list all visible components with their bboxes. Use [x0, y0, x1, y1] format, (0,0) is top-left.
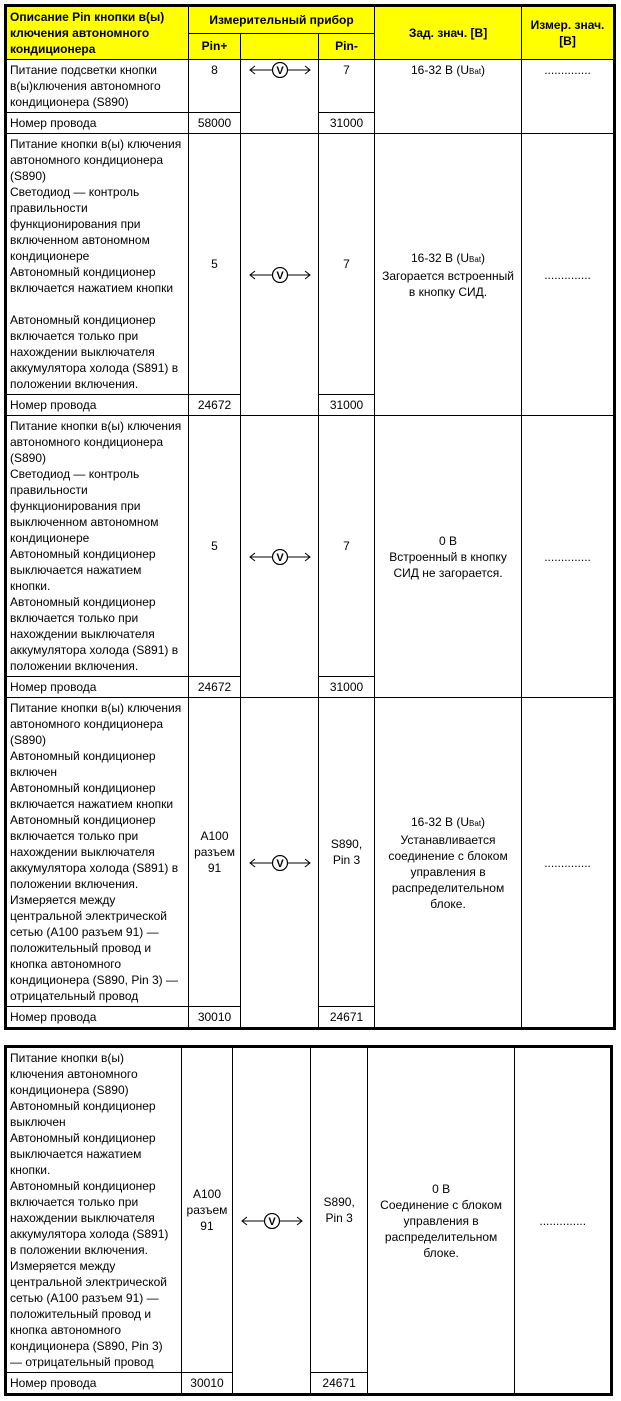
- wire-label: Номер провода: [6, 395, 189, 416]
- wire-minus: 31000: [319, 395, 375, 416]
- wire-plus: 30010: [189, 1007, 241, 1029]
- wire-label: Номер провода: [6, 1373, 182, 1395]
- row-description: Питание кнопки в(ы) ключения автономного кондиционера (S890) Автономный кондиционер выключен Автономный кондиционер выключается нажатием кнопки. Автономный кондиционер включается только при нахождении выключателя аккумулятора холода (S891) в положении включения. Измеряется между центральной электрической сетью (A100 разъем 91) — положительный провод и кнопка автономного кондиционера (S890, Pin 3) — отрицательный провод: [6, 1047, 182, 1373]
- pin-plus-value: 5: [189, 134, 241, 395]
- pin-minus-value: 7: [319, 416, 375, 677]
- pin-plus-value: 5: [189, 416, 241, 677]
- set-value: 16-32 В (UBat) Загорается встроенный в кнопку СИД.: [375, 134, 522, 416]
- header-row: [6, 6, 615, 34]
- header-description: Описание Pin кнопки в(ы) ключения автономного кондиционера: [6, 6, 189, 60]
- measured-value-blank[interactable]: ..............: [522, 416, 615, 698]
- measured-value-blank[interactable]: ..............: [515, 1047, 612, 1395]
- voltmeter-icon: [248, 855, 312, 871]
- meter-cell: [241, 60, 319, 134]
- set-value: 0 В Встроенный в кнопку СИД не загорается.: [375, 416, 522, 698]
- header-measured-value: Измер. знач. [В]: [522, 6, 615, 60]
- voltmeter-icon: [248, 267, 312, 283]
- measured-value-blank[interactable]: ..............: [522, 698, 615, 1029]
- voltmeter-icon: [240, 1213, 304, 1229]
- wire-plus: 24672: [189, 395, 241, 416]
- wire-minus: 24671: [311, 1373, 367, 1395]
- wire-plus: 24672: [189, 677, 241, 698]
- header-instrument: Измерительный прибор: [189, 6, 375, 34]
- wire-plus: 30010: [181, 1373, 232, 1395]
- meter-cell: [233, 1047, 311, 1395]
- row-description: Питание кнопки в(ы) ключения автономного кондиционера (S890) Автономный кондиционер включен Автономный кондиционер включается нажатием кнопки Автономный кондиционер включается только при нахождении выключателя аккумулятора холода (S891) в положении включения. Измеряется между центральной электрической сетью (A100 разъем 91) — положительный провод и кнопка автономного кондиционера (S890, Pin 3) — отрицательный провод: [6, 698, 189, 1007]
- pin-minus-value: S890, Pin 3: [311, 1047, 367, 1373]
- set-value: 16-32 В (UBat): [375, 60, 522, 134]
- table-row: [6, 1047, 612, 1373]
- wire-minus: 31000: [319, 113, 375, 134]
- header-blank: [241, 33, 319, 59]
- table-row: [6, 416, 615, 677]
- measurement-table-continued: [4, 1045, 613, 1396]
- table-row: [6, 698, 615, 1007]
- wire-label: Номер провода: [6, 1007, 189, 1029]
- svg-text:V: V: [275, 65, 284, 77]
- wire-label: Номер провода: [6, 677, 189, 698]
- voltmeter-icon: [248, 549, 312, 565]
- svg-text:V: V: [268, 1215, 276, 1228]
- wire-minus: 24671: [319, 1007, 375, 1029]
- measurement-table: [4, 4, 616, 1030]
- wire-plus: 58000: [189, 113, 241, 134]
- wire-label: Номер провода: [6, 113, 189, 134]
- svg-text:V: V: [275, 551, 284, 564]
- header-pin-minus: Pin-: [319, 33, 375, 59]
- meter-cell: [241, 416, 319, 698]
- pin-plus-value: A100 разъем 91: [189, 698, 241, 1007]
- meter-cell: [241, 134, 319, 416]
- table-row: [6, 60, 615, 113]
- set-value: 0 В Соединение с блоком управления в распределительном блоке.: [367, 1047, 515, 1395]
- pin-plus-value: A100 разъем 91: [181, 1047, 232, 1373]
- svg-text:V: V: [275, 857, 284, 870]
- row-description: Питание подсветки кнопки в(ы)ключения автономного кондиционера (S890): [6, 60, 189, 113]
- row-description: Питание кнопки в(ы) ключения автономного кондиционера (S890) Светодиод — контроль правильности функционирования при выключенном автономном кондиционере Автономный кондиционер выключается нажатием кнопки. Автономный кондиционер включается только при нахождении выключателя аккумулятора холода (S891) в положении включения.: [6, 416, 189, 677]
- set-value: 16-32 В (UBat) Устанавливается соединение с блоком управления в распределительном блоке.: [375, 698, 522, 1029]
- header-pin-plus: Pin+: [189, 33, 241, 59]
- table-row: [6, 134, 615, 395]
- voltmeter-icon: [248, 62, 312, 78]
- header-set-value: Зад. знач. [В]: [375, 6, 522, 60]
- row-description: Питание кнопки в(ы) ключения автономного кондиционера (S890) Светодиод — контроль правильности функционирования при включенном автономном кондиционере Автономный кондиционер включается нажатием кнопки Автономный кондиционер включается только при нахождении выключателя аккумулятора холода (S891) в положении включения.: [6, 134, 189, 395]
- wire-minus: 31000: [319, 677, 375, 698]
- svg-text:V: V: [275, 269, 284, 282]
- meter-cell: [241, 698, 319, 1029]
- measured-value-blank[interactable]: ..............: [522, 134, 615, 416]
- pin-plus-value: 8: [189, 60, 241, 113]
- pin-minus-value: 7: [319, 134, 375, 395]
- pin-minus-value: S890, Pin 3: [319, 698, 375, 1007]
- measured-value-blank[interactable]: ..............: [522, 60, 615, 134]
- pin-minus-value: 7: [319, 60, 375, 113]
